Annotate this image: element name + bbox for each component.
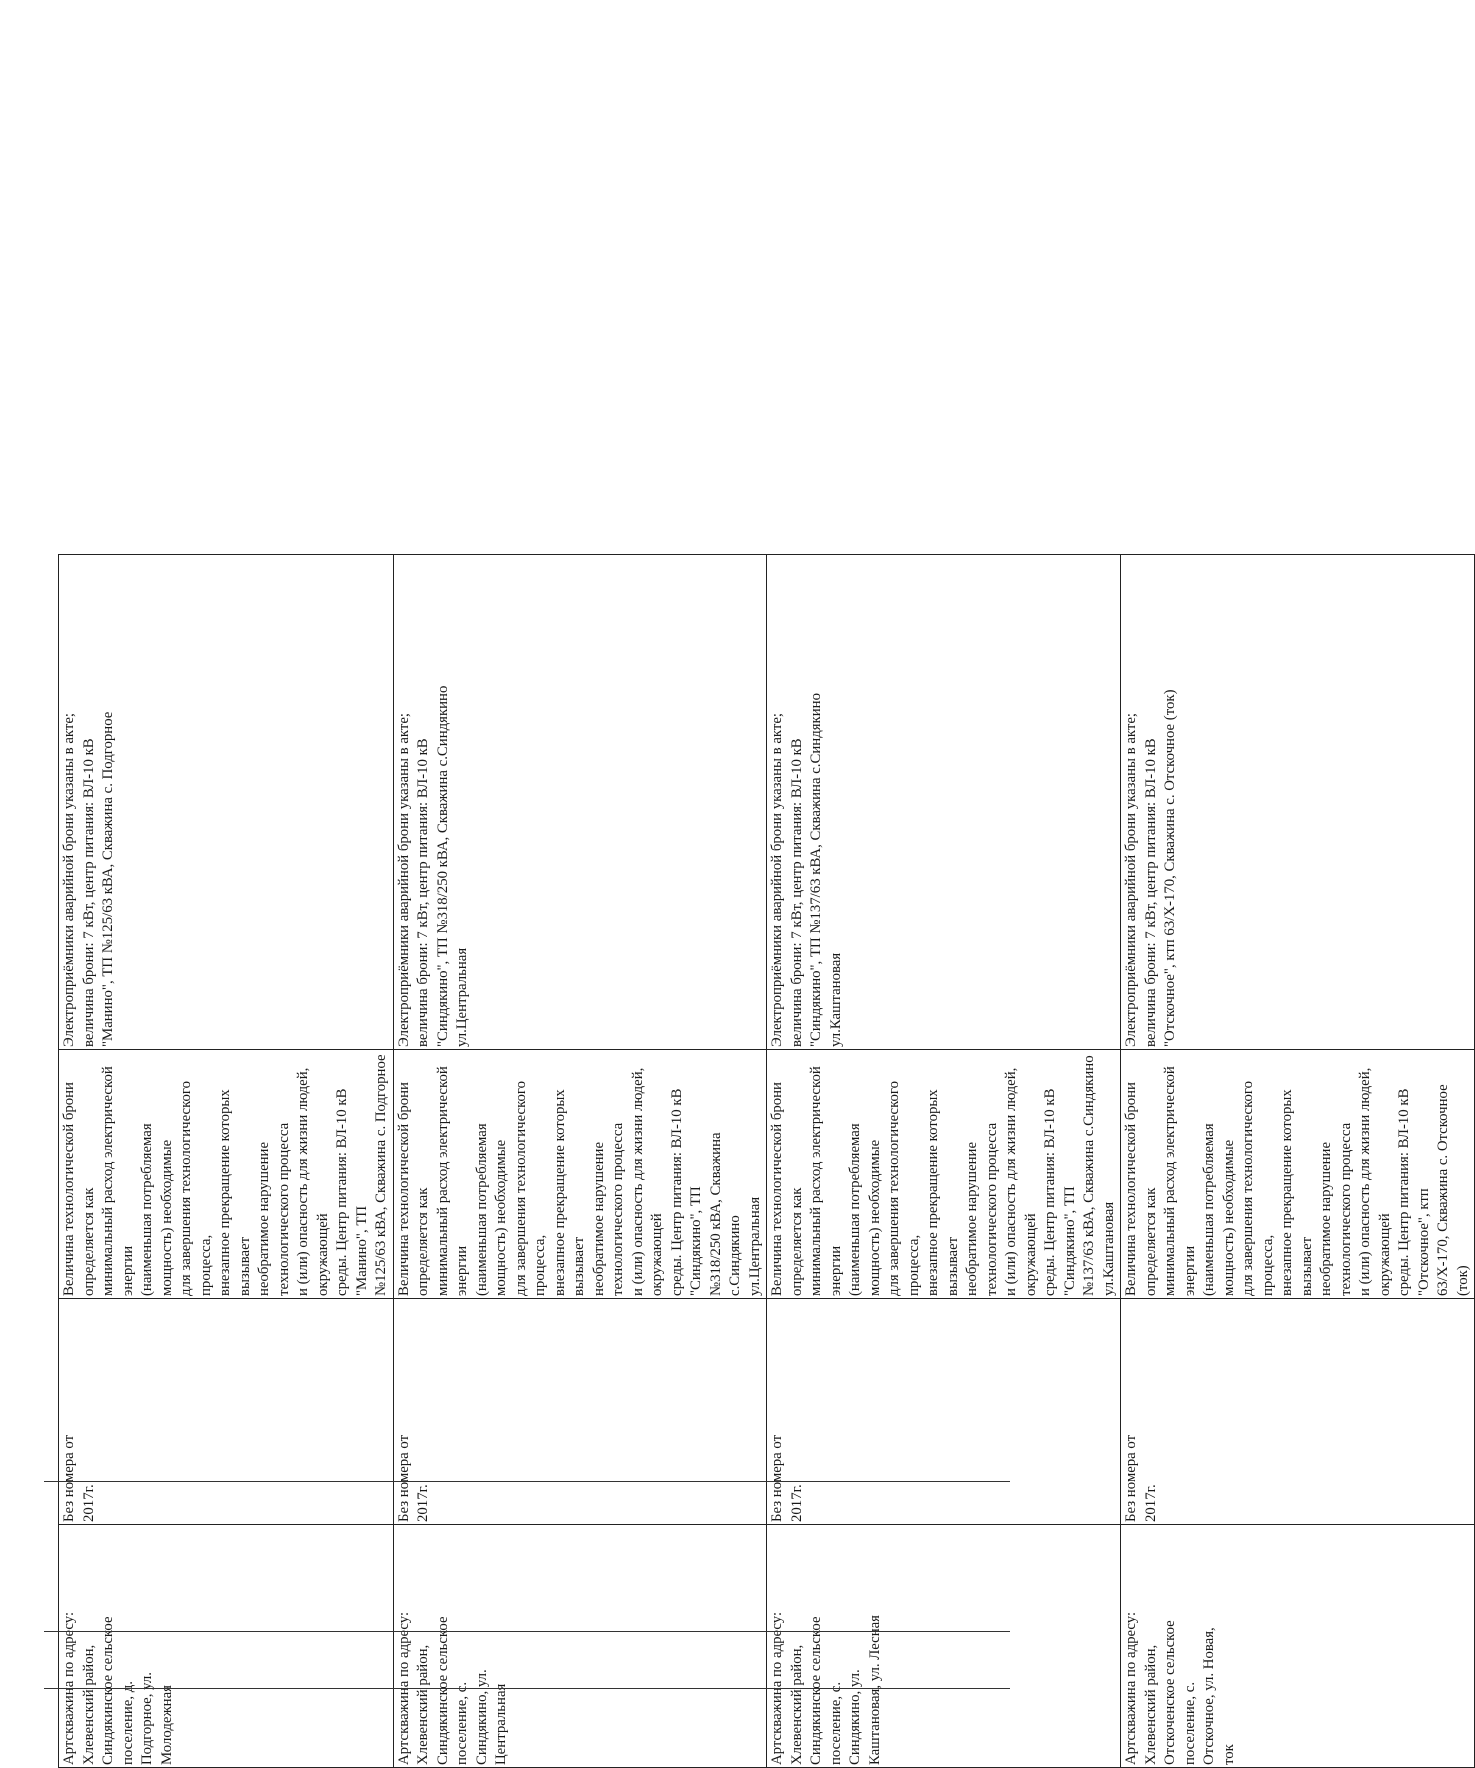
- tech-reserve-text: Величина технологической брони определяется как минимальный расход электрической энергии (наименьшая потребляемая мощность) необходимые для завершения технологического процесса, внезапное прекращение которых вызывает необратимое нарушение технологического процесса и (или) опасность для жизни людей, окружающей среды. Центр питания: ВЛ-10 кВ "Манино", ТП №125/63 кВА, Скважина с. Подгорное: [61, 1054, 389, 1296]
- divider-line: [44, 1631, 1010, 1632]
- table-row: [393, 555, 767, 1768]
- act-text: Без номера от 2017г.: [769, 1434, 805, 1522]
- emergency-reserve-text: Электроприёмники аварийной брони указаны в акте; величина брони: 7 кВт, центр питания: ВЛ-10 кВ "Синдякино", ТП №318/250 кВА, Скважина с.Синдякино ул.Центральная: [395, 685, 470, 1047]
- tech-reserve-cell: [767, 1050, 1121, 1299]
- object-text: Артскважина по адресу: Хлевенский район, Синдякинское сельское поселение, с. Синдякино, ул. Центральная: [395, 1611, 509, 1765]
- act-cell: [767, 1299, 1121, 1525]
- tech-reserve-cell: [59, 1050, 394, 1299]
- rotated-table-container: [58, 555, 1471, 1768]
- object-text: Артскважина по адресу: Хлевенский район, Синдякинское сельское поселение, д. Подгорное, ул. Молодежная: [61, 1611, 175, 1765]
- emergency-reserve-cell: [1121, 555, 1475, 1050]
- emergency-reserve-cell: [393, 555, 767, 1050]
- act-cell: [1121, 1299, 1475, 1525]
- object-cell: [59, 1525, 394, 1768]
- object-cell: [393, 1525, 767, 1768]
- reserve-table: [58, 554, 1475, 1768]
- table-row: [767, 555, 1121, 1768]
- tech-reserve-cell: [1121, 1050, 1475, 1299]
- table-row: [1121, 555, 1475, 1768]
- act-text: Без номера от 2017г.: [395, 1434, 431, 1522]
- emergency-reserve-text: Электроприёмники аварийной брони указаны в акте; величина брони: 7 кВт, центр питания: ВЛ-10 кВ "Отскочное", ктп 63/Х-170, Скважина с. Отскочное (ток): [1123, 689, 1178, 1047]
- emergency-reserve-text: Электроприёмники аварийной брони указаны в акте; величина брони: 7 кВт, центр питания: ВЛ-10 кВ "Синдякино", ТП №137/63 кВА, Скважина с.Синдякино ул.Каштановая: [769, 693, 844, 1047]
- tech-reserve-text: Величина технологической брони определяется как минимальный расход электрической энергии (наименьшая потребляемая мощность) необходимые для завершения технологического процесса, внезапное прекращение которых вызывает необратимое нарушение технологического процесса и (или) опасность для жизни людей, окружающей среды. Центр питания: ВЛ-10 кВ "Синдякино", ТП №318/250 кВА, Скважина с.Синдякино ул.Центральная: [395, 1066, 763, 1296]
- object-cell: [767, 1525, 1121, 1768]
- act-cell: [59, 1299, 394, 1525]
- tech-reserve-text: Величина технологической брони определяется как минимальный расход электрической энергии (наименьшая потребляемая мощность) необходимые для завершения технологического процесса, внезапное прекращение которых вызывает необратимое нарушение технологического процесса и (или) опасность для жизни людей, окружающей среды. Центр питания: ВЛ-10 кВ "Отскочное", ктп 63/Х-170, Скважина с. Отскочное (ток): [1123, 1066, 1471, 1296]
- act-text: Без номера от 2017г.: [1123, 1434, 1159, 1522]
- object-text: Артскважина по адресу: Хлевенский район, Отскоченское сельское поселение, с. Отскочное, ул. Новая, ток: [1123, 1611, 1237, 1765]
- table-row: [59, 555, 394, 1768]
- emergency-reserve-cell: [767, 555, 1121, 1050]
- act-text: Без номера от 2017г.: [61, 1434, 97, 1522]
- emergency-reserve-text: Электроприёмники аварийной брони указаны в акте; величина брони: 7 кВт, центр питания: ВЛ-10 кВ "Манино", ТП №125/63 кВА, Скважина с. Подгорное: [61, 711, 116, 1047]
- emergency-reserve-cell: [59, 555, 394, 1050]
- divider-line: [44, 1481, 1010, 1482]
- object-cell: [1121, 1525, 1475, 1768]
- divider-line: [44, 1688, 1010, 1689]
- act-cell: [393, 1299, 767, 1525]
- object-text: Артскважина по адресу: Хлевенский район, Синдякинское сельское поселение, с. Синдякино, ул. Каштановая, ул. Лесная: [769, 1611, 883, 1765]
- tech-reserve-text: Величина технологической брони определяется как минимальный расход электрической энергии (наименьшая потребляемая мощность) необходимые для завершения технологического процесса, внезапное прекращение которых вызывает необратимое нарушение технологического процесса и (или) опасность для жизни людей, окружающей среды. Центр питания: ВЛ-10 кВ "Синдякино", ТП №137/63 кВА, Скважина с.Синдякино ул.Каштановая: [769, 1055, 1117, 1296]
- tech-reserve-cell: [393, 1050, 767, 1299]
